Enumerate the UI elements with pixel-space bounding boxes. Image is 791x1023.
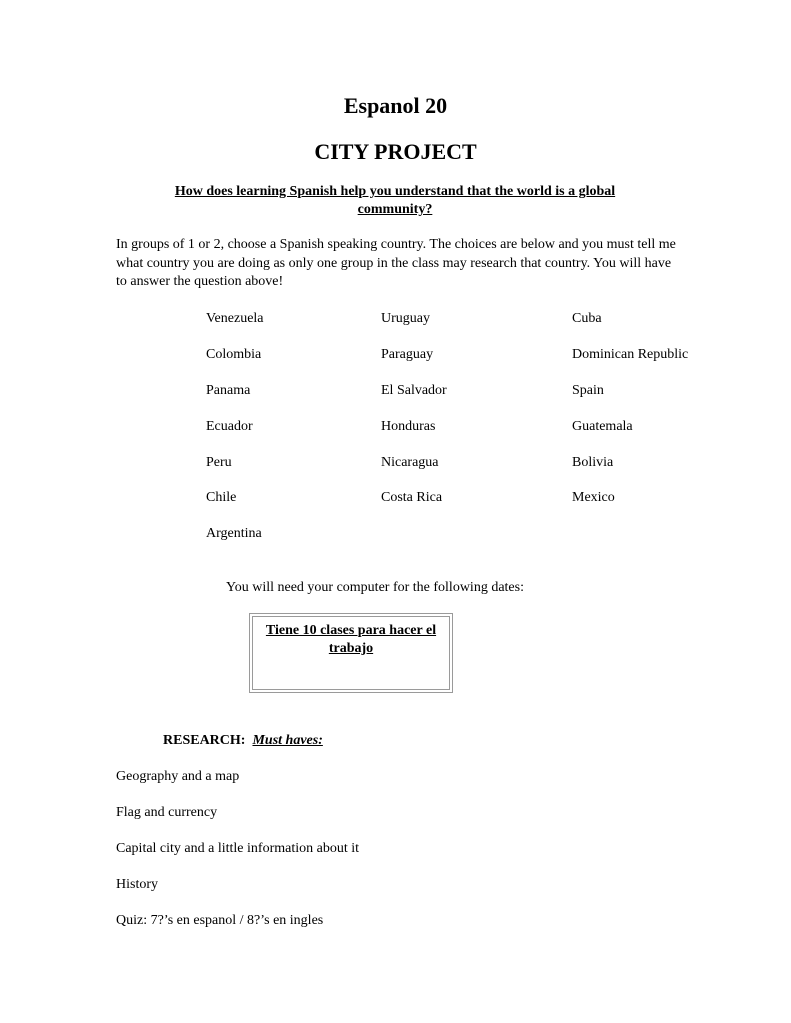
country-item: Paraguay bbox=[381, 347, 434, 362]
research-item: Capital city and a little information about it bbox=[116, 841, 359, 856]
dates-box bbox=[249, 613, 453, 693]
country-item: Ecuador bbox=[206, 419, 253, 434]
country-item: Costa Rica bbox=[381, 490, 443, 505]
country-item: Honduras bbox=[381, 419, 436, 434]
page-subtitle: CITY PROJECT bbox=[314, 139, 477, 164]
country-item: Dominican Republic bbox=[572, 347, 689, 362]
must-haves-label: Must haves: bbox=[252, 733, 323, 748]
research-item: Flag and currency bbox=[116, 805, 218, 820]
research-heading bbox=[163, 732, 323, 750]
page-title: Espanol 20 bbox=[343, 93, 448, 118]
research-item: Quiz: 7?’s en espanol / 8?’s en ingles bbox=[116, 913, 324, 928]
country-item: Cuba bbox=[572, 311, 602, 326]
country-item: Venezuela bbox=[206, 311, 264, 326]
country-item: El Salvador bbox=[381, 383, 447, 398]
research-item: Geography and a map bbox=[116, 769, 240, 784]
country-item: Argentina bbox=[206, 526, 262, 541]
country-item: Guatemala bbox=[572, 419, 633, 434]
dates-note: You will need your computer for the following dates: bbox=[226, 580, 524, 595]
guiding-question: How does learning Spanish help you understand that the world is a global community? bbox=[174, 184, 616, 217]
country-item: Mexico bbox=[572, 490, 615, 505]
country-item: Colombia bbox=[206, 347, 262, 362]
country-item: Chile bbox=[206, 490, 237, 505]
country-item: Uruguay bbox=[381, 311, 430, 326]
country-item: Nicaragua bbox=[381, 455, 439, 470]
research-label: RESEARCH: bbox=[163, 733, 246, 748]
country-item: Panama bbox=[206, 383, 251, 398]
dates-box-text: Tiene 10 clases para hacer el trabajo bbox=[252, 616, 450, 690]
intro-paragraph: In groups of 1 or 2, choose a Spanish speaking country. The choices are below and you must tell me what country you are doing as only one group in the class may research that country. You will have to answer the question above! bbox=[116, 237, 676, 289]
country-item: Spain bbox=[572, 383, 604, 398]
country-item: Bolivia bbox=[572, 455, 614, 470]
country-item: Peru bbox=[206, 455, 232, 470]
research-item: History bbox=[116, 877, 158, 892]
